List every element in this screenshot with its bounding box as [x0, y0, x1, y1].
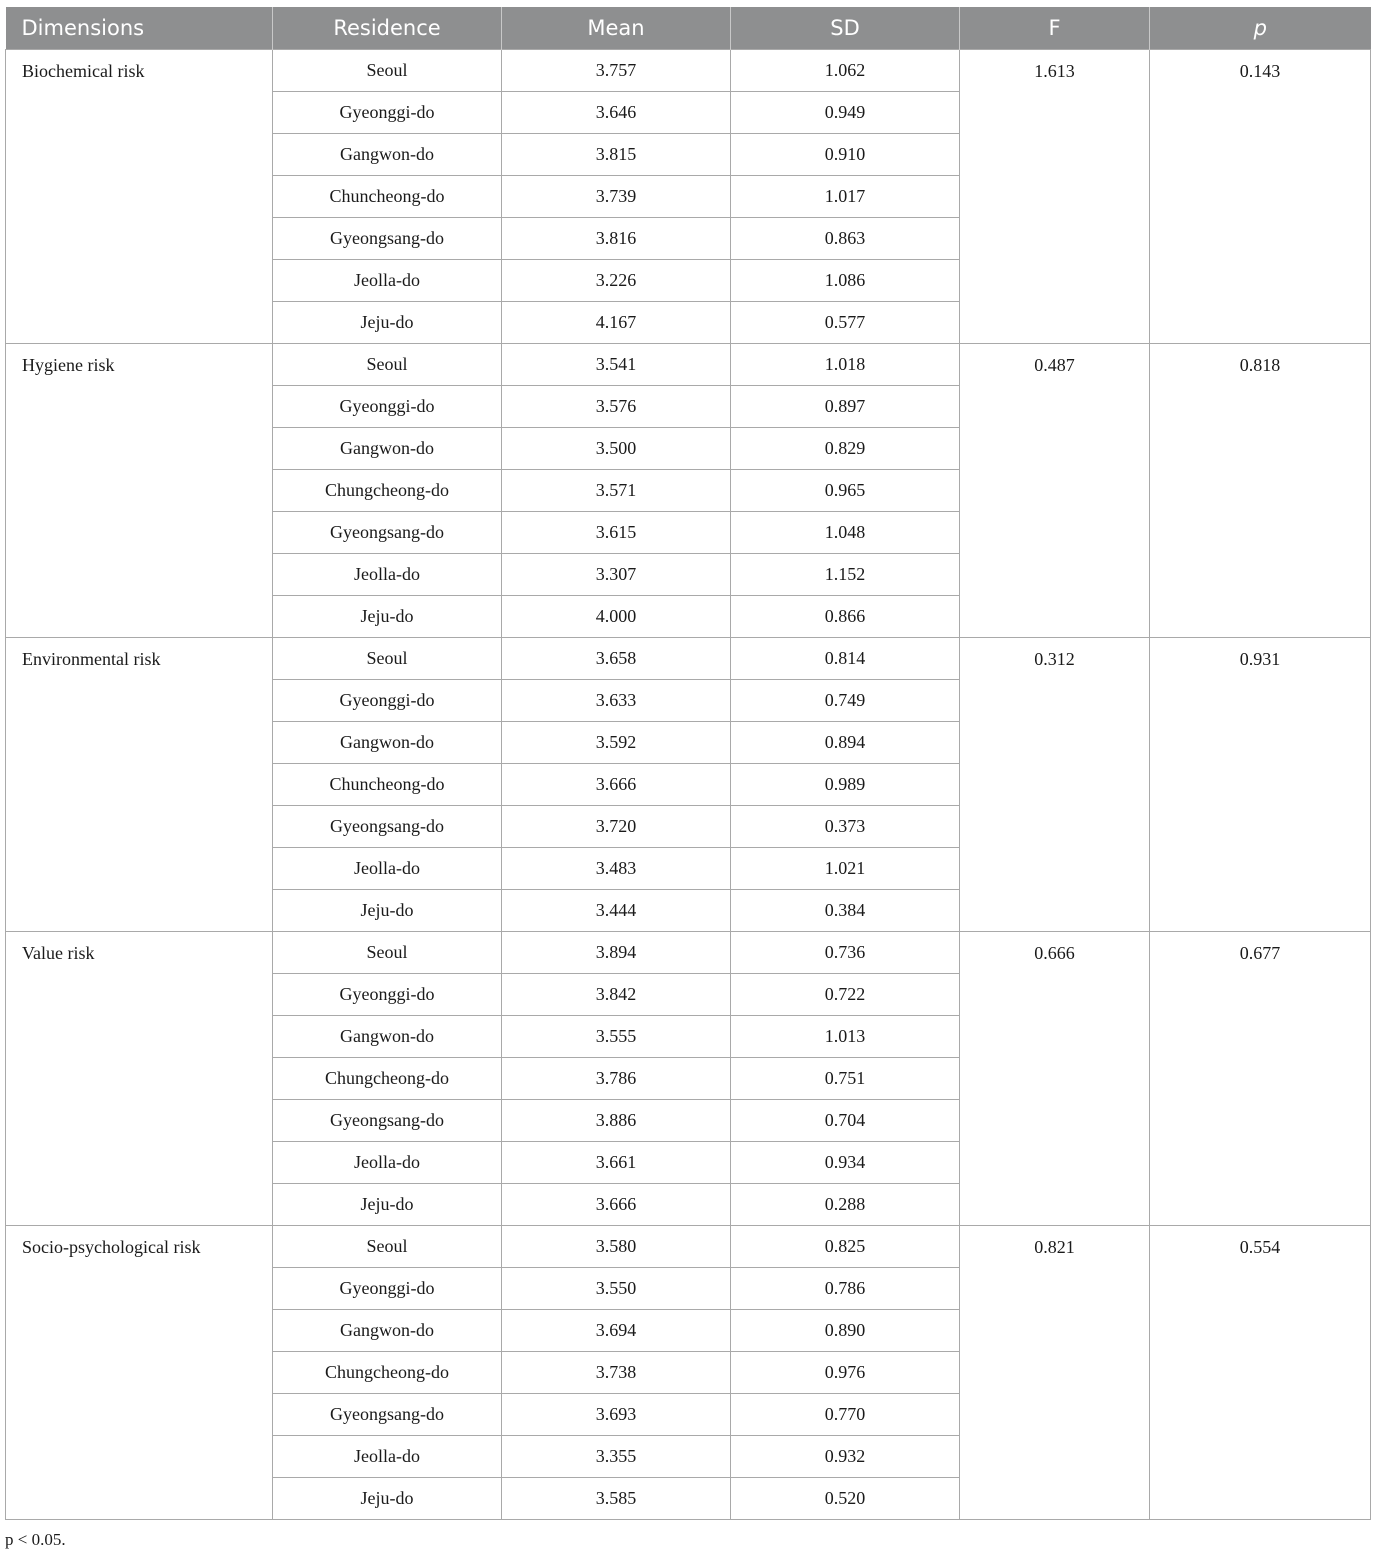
mean-cell: 3.666	[502, 1184, 731, 1226]
table-footnote: p < 0.05.	[5, 1530, 66, 1549]
p-value-cell: 0.554	[1150, 1226, 1371, 1520]
p-value-cell: 0.677	[1150, 932, 1371, 1226]
residence-cell: Gyeonggi-do	[273, 386, 502, 428]
table-row	[6, 638, 1371, 680]
sd-cell: 1.086	[731, 260, 960, 302]
table-row	[6, 50, 1371, 92]
residence-cell: Gyeongsang-do	[273, 1394, 502, 1436]
mean-cell: 3.894	[502, 932, 731, 974]
residence-cell: Jeju-do	[273, 1478, 502, 1520]
mean-cell: 3.576	[502, 386, 731, 428]
mean-cell: 3.757	[502, 50, 731, 92]
f-value-cell: 0.487	[960, 344, 1150, 638]
residence-cell: Jeolla-do	[273, 1142, 502, 1184]
sd-cell: 1.021	[731, 848, 960, 890]
sd-cell: 0.829	[731, 428, 960, 470]
mean-cell: 3.615	[502, 512, 731, 554]
p-value-cell: 0.143	[1150, 50, 1371, 344]
table-header-row	[6, 7, 1371, 50]
sd-cell: 0.825	[731, 1226, 960, 1268]
mean-cell: 3.693	[502, 1394, 731, 1436]
mean-cell: 3.886	[502, 1100, 731, 1142]
header-sd: SD	[731, 7, 960, 50]
residence-cell: Jeju-do	[273, 1184, 502, 1226]
residence-cell: Jeju-do	[273, 596, 502, 638]
mean-cell: 3.307	[502, 554, 731, 596]
mean-cell: 3.739	[502, 176, 731, 218]
mean-cell: 3.815	[502, 134, 731, 176]
sd-cell: 0.863	[731, 218, 960, 260]
mean-cell: 3.580	[502, 1226, 731, 1268]
mean-cell: 3.646	[502, 92, 731, 134]
mean-cell: 3.720	[502, 806, 731, 848]
sd-cell: 0.786	[731, 1268, 960, 1310]
f-value-cell: 1.613	[960, 50, 1150, 344]
table-row	[6, 1226, 1371, 1268]
residence-cell: Gyeongsang-do	[273, 806, 502, 848]
mean-cell: 3.842	[502, 974, 731, 1016]
header-p: p	[1150, 7, 1371, 50]
anova-table	[5, 7, 1371, 1520]
sd-cell: 1.152	[731, 554, 960, 596]
mean-cell: 4.167	[502, 302, 731, 344]
sd-cell: 0.965	[731, 470, 960, 512]
dimension-cell: Hygiene risk	[6, 344, 273, 638]
residence-cell: Seoul	[273, 344, 502, 386]
mean-cell: 3.444	[502, 890, 731, 932]
table-row	[6, 932, 1371, 974]
residence-cell: Chuncheong-do	[273, 764, 502, 806]
sd-cell: 0.704	[731, 1100, 960, 1142]
residence-cell: Seoul	[273, 638, 502, 680]
header-dimensions: Dimensions	[6, 7, 273, 50]
dimension-cell: Value risk	[6, 932, 273, 1226]
residence-cell: Gyeonggi-do	[273, 680, 502, 722]
mean-cell: 3.694	[502, 1310, 731, 1352]
sd-cell: 1.048	[731, 512, 960, 554]
sd-cell: 0.897	[731, 386, 960, 428]
residence-cell: Gyeonggi-do	[273, 1268, 502, 1310]
residence-cell: Jeolla-do	[273, 260, 502, 302]
mean-cell: 4.000	[502, 596, 731, 638]
mean-cell: 3.658	[502, 638, 731, 680]
mean-cell: 3.555	[502, 1016, 731, 1058]
mean-cell: 3.483	[502, 848, 731, 890]
mean-cell: 3.633	[502, 680, 731, 722]
sd-cell: 1.013	[731, 1016, 960, 1058]
sd-cell: 0.976	[731, 1352, 960, 1394]
mean-cell: 3.226	[502, 260, 731, 302]
residence-cell: Gangwon-do	[273, 722, 502, 764]
sd-cell: 0.751	[731, 1058, 960, 1100]
table-body	[6, 50, 1371, 1520]
residence-cell: Jeju-do	[273, 302, 502, 344]
residence-cell: Chuncheong-do	[273, 176, 502, 218]
sd-cell: 0.894	[731, 722, 960, 764]
f-value-cell: 0.821	[960, 1226, 1150, 1520]
sd-cell: 0.384	[731, 890, 960, 932]
mean-cell: 3.355	[502, 1436, 731, 1478]
mean-cell: 3.661	[502, 1142, 731, 1184]
mean-cell: 3.786	[502, 1058, 731, 1100]
residence-cell: Jeolla-do	[273, 848, 502, 890]
sd-cell: 0.949	[731, 92, 960, 134]
sd-cell: 1.018	[731, 344, 960, 386]
residence-cell: Jeju-do	[273, 890, 502, 932]
sd-cell: 0.934	[731, 1142, 960, 1184]
mean-cell: 3.550	[502, 1268, 731, 1310]
sd-cell: 0.288	[731, 1184, 960, 1226]
p-value-cell: 0.818	[1150, 344, 1371, 638]
sd-cell: 0.520	[731, 1478, 960, 1520]
mean-cell: 3.738	[502, 1352, 731, 1394]
f-value-cell: 0.312	[960, 638, 1150, 932]
header-mean: Mean	[502, 7, 731, 50]
residence-cell: Gyeonggi-do	[273, 92, 502, 134]
sd-cell: 0.736	[731, 932, 960, 974]
sd-cell: 1.017	[731, 176, 960, 218]
sd-cell: 0.749	[731, 680, 960, 722]
residence-cell: Seoul	[273, 50, 502, 92]
sd-cell: 0.890	[731, 1310, 960, 1352]
sd-cell: 0.722	[731, 974, 960, 1016]
sd-cell: 1.062	[731, 50, 960, 92]
residence-cell: Gyeongsang-do	[273, 512, 502, 554]
residence-cell: Seoul	[273, 932, 502, 974]
residence-cell: Gyeongsang-do	[273, 1100, 502, 1142]
table-row	[6, 344, 1371, 386]
mean-cell: 3.541	[502, 344, 731, 386]
sd-cell: 0.373	[731, 806, 960, 848]
mean-cell: 3.571	[502, 470, 731, 512]
sd-cell: 0.932	[731, 1436, 960, 1478]
residence-cell: Gangwon-do	[273, 1016, 502, 1058]
sd-cell: 0.577	[731, 302, 960, 344]
residence-cell: Gangwon-do	[273, 1310, 502, 1352]
dimension-cell: Environmental risk	[6, 638, 273, 932]
residence-cell: Gyeongsang-do	[273, 218, 502, 260]
sd-cell: 0.910	[731, 134, 960, 176]
residence-cell: Chungcheong-do	[273, 1352, 502, 1394]
dimension-cell: Biochemical risk	[6, 50, 273, 344]
dimension-cell: Socio-psychological risk	[6, 1226, 273, 1520]
residence-cell: Jeolla-do	[273, 1436, 502, 1478]
residence-cell: Gangwon-do	[273, 134, 502, 176]
p-value-cell: 0.931	[1150, 638, 1371, 932]
residence-cell: Seoul	[273, 1226, 502, 1268]
mean-cell: 3.585	[502, 1478, 731, 1520]
sd-cell: 0.814	[731, 638, 960, 680]
residence-cell: Chungcheong-do	[273, 470, 502, 512]
f-value-cell: 0.666	[960, 932, 1150, 1226]
header-residence: Residence	[273, 7, 502, 50]
sd-cell: 0.866	[731, 596, 960, 638]
mean-cell: 3.666	[502, 764, 731, 806]
sd-cell: 0.770	[731, 1394, 960, 1436]
residence-cell: Gangwon-do	[273, 428, 502, 470]
mean-cell: 3.592	[502, 722, 731, 764]
residence-cell: Jeolla-do	[273, 554, 502, 596]
residence-cell: Chungcheong-do	[273, 1058, 502, 1100]
mean-cell: 3.816	[502, 218, 731, 260]
residence-cell: Gyeonggi-do	[273, 974, 502, 1016]
mean-cell: 3.500	[502, 428, 731, 470]
header-f: F	[960, 7, 1150, 50]
sd-cell: 0.989	[731, 764, 960, 806]
